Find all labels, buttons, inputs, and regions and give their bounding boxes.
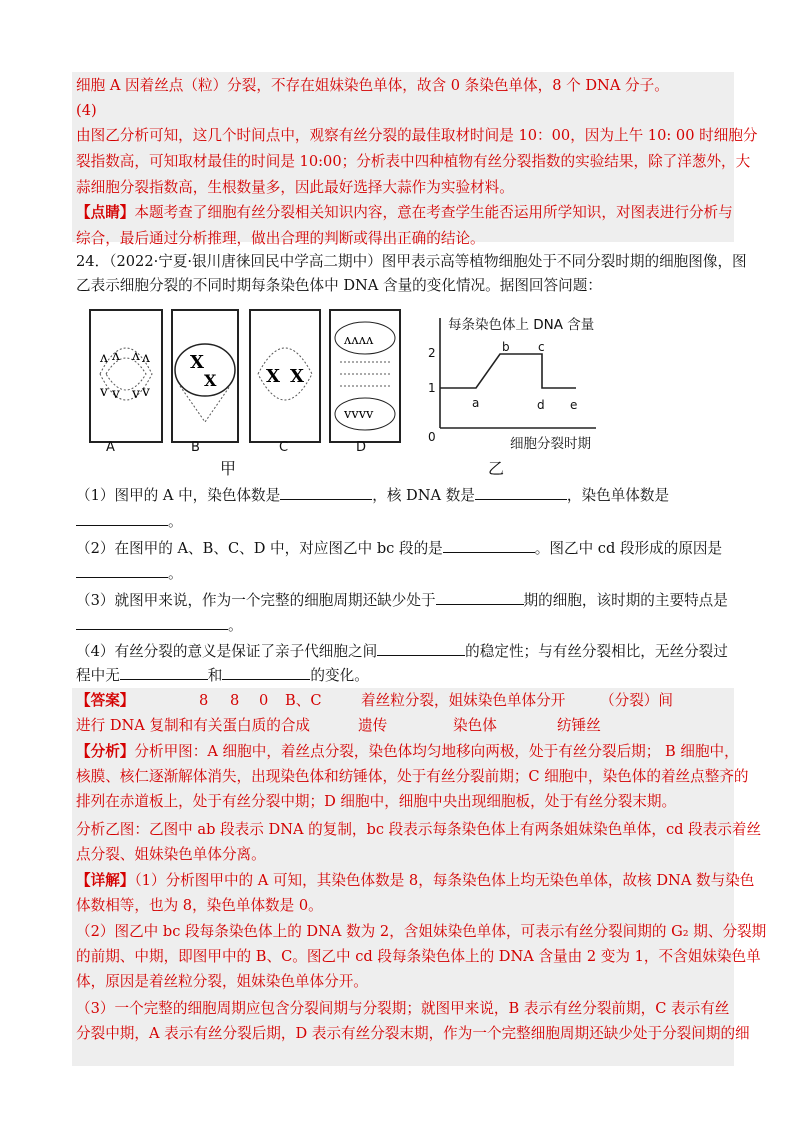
- q4-line-1: [76, 641, 728, 662]
- answer-10: 纺锤丝: [557, 717, 601, 734]
- graph-ytick-1: 1: [428, 381, 436, 395]
- cell-label-d: D: [356, 440, 367, 455]
- q2-end: 。: [168, 565, 183, 582]
- answer-7: 进行 DNA 复制和有关蛋白质的合成: [76, 717, 311, 734]
- q3-end: 。: [228, 617, 243, 634]
- q4-line-2: [76, 665, 369, 686]
- cell-label-b: B: [191, 440, 200, 455]
- svg-text:v: v: [112, 386, 120, 402]
- detail-line-1: [76, 871, 754, 891]
- graph-point-d: d: [537, 398, 545, 412]
- svg-text:X: X: [204, 371, 217, 390]
- cell-label-c: C: [279, 440, 289, 455]
- q2-line-2: [76, 563, 183, 584]
- detail-line-7: 分裂中期，A 表示有丝分裂后期，D 表示有丝分裂末期，作为一个完整细胞周期还缺少处于分裂间期的细: [76, 1025, 750, 1042]
- detail-line-2: 体数相等，也为 8，染色单体数是 0。: [76, 897, 323, 914]
- answer-8: 遗传: [358, 717, 388, 734]
- figure-jia-caption: 甲: [220, 459, 237, 478]
- q1-line-2: [76, 511, 183, 532]
- q4-text-c: 程中无: [76, 667, 120, 684]
- svg-text:ʌʌʌʌ: ʌʌʌʌ: [344, 333, 374, 348]
- q2-blank-2[interactable]: [76, 563, 168, 578]
- answer-9: 染色体: [453, 717, 497, 734]
- figure-yi-caption: 乙: [488, 459, 505, 478]
- cell-b-diagram: [172, 310, 238, 442]
- part-4-label: (4): [76, 102, 97, 119]
- cell-d-diagram: [330, 310, 400, 442]
- q4-text-b: 的稳定性；与有丝分裂相比，无丝分裂过: [465, 643, 728, 660]
- svg-text:X: X: [190, 352, 204, 373]
- q2-blank-1[interactable]: [443, 538, 535, 553]
- q2-text-a: （2）在图甲的 A、B、C、D 中，对应图乙中 bc 段的是: [76, 540, 443, 557]
- question-stem-1: 24．（2022·宁夏·银川唐徕回民中学高二期中）图甲表示高等植物细胞处于不同分裂时期的细胞图像，图: [76, 253, 747, 270]
- q2-text-b: 。图乙中 cd 段形成的原因是: [534, 540, 723, 557]
- detail-line-5: 体，原因是着丝粒分裂，姐妹染色单体分开。: [76, 973, 368, 990]
- q3-blank-1[interactable]: [436, 590, 524, 605]
- svg-text:v: v: [142, 384, 150, 400]
- comment-text-1: 本题考查了细胞有丝分裂相关知识内容，意在考查学生能否运用所学知识，对图表进行分析与: [134, 204, 733, 221]
- answer-1: 8: [199, 692, 209, 709]
- q1-line-1: [76, 485, 669, 506]
- cell-c-diagram: [250, 310, 320, 442]
- top-line-1: 细胞 A 因着丝点（粒）分裂，不存在姐妹染色单体，故含 0 条染色单体，8 个 DNA 分子。: [76, 77, 669, 94]
- q1-blank-3[interactable]: [76, 511, 168, 526]
- comment-label: 【点睛】: [76, 204, 135, 221]
- graph-point-e: e: [570, 398, 578, 412]
- q1-text-a: （1）图甲的 A 中，染色体数是: [76, 487, 281, 504]
- answer-4: B、C: [285, 692, 322, 709]
- answer-6: （分裂）间: [600, 692, 673, 709]
- answer-5: 着丝粒分裂，姐妹染色单体分开: [361, 692, 566, 709]
- analysis-line-1: [76, 742, 739, 762]
- analysis-line-2: 核膜、核仁逐渐解体消失，出现染色体和纺锤体，处于有丝分裂前期；C 细胞中，染色体的着丝点整齐的: [76, 768, 749, 785]
- q4-text-a: （4）有丝分裂的意义是保证了亲子代细胞之间: [76, 643, 378, 660]
- detail-text-1: （1）分析图甲中的 A 可知，其染色体数是 8，每条染色体上均无染色单体，故核 DNA 数与染色: [134, 872, 755, 889]
- svg-text:ʌ: ʌ: [100, 350, 108, 366]
- graph-xlabel: 细胞分裂时期: [510, 436, 591, 452]
- q1-text-c: ，染色单体数是: [566, 487, 670, 504]
- svg-text:ʌ: ʌ: [112, 348, 120, 364]
- detail-label: 【详解】: [76, 872, 135, 889]
- q1-blank-1[interactable]: [280, 485, 372, 500]
- q4-text-e: 的变化。: [310, 667, 369, 684]
- q1-blank-2[interactable]: [475, 485, 567, 500]
- cell-label-a: A: [106, 440, 115, 455]
- top-line-3: 裂指数高，可知取材最佳的时间是 10:00；分析表中四种植物有丝分裂指数的实验结果，除了洋葱外，大: [76, 153, 751, 170]
- top-line-4: 蒜细胞分裂指数高，生根数量多，因此最好选择大蒜作为实验材料。: [76, 179, 514, 196]
- detail-line-6: （3）一个完整的细胞周期应包含分裂间期与分裂期；就图甲来说，B 表示有丝分裂前期，C 表示有丝: [76, 1000, 730, 1017]
- svg-text:ʌ: ʌ: [142, 350, 150, 366]
- q4-blank-2[interactable]: [120, 665, 208, 680]
- figure-jia-cells: [76, 302, 406, 482]
- analysis-line-4: 分析乙图：乙图中 ab 段表示 DNA 的复制，bc 段表示每条染色体上有两条姐妹染色单体，cd 段表示着丝: [76, 821, 762, 838]
- cell-a-diagram: [90, 310, 162, 442]
- answer-3: 0: [259, 692, 269, 709]
- graph-point-a: a: [472, 396, 480, 410]
- graph-origin: 0: [428, 430, 436, 444]
- q3-line-1: [76, 590, 728, 611]
- q4-blank-1[interactable]: [377, 641, 465, 656]
- analysis-line-3: 排列在赤道板上，处于有丝分裂中期；D 细胞中，细胞中央出现细胞板，处于有丝分裂末期。: [76, 793, 677, 810]
- q3-line-2: [76, 615, 243, 636]
- q3-text-a: （3）就图甲来说，作为一个完整的细胞周期还缺少处于: [76, 592, 436, 609]
- answer-2: 8: [230, 692, 240, 709]
- question-stem-2: 乙表示细胞分裂的不同时期每条染色体中 DNA 含量的变化情况。据图回答问题：: [76, 277, 602, 294]
- graph-ylabel: 每条染色体上 DNA 含量: [448, 317, 595, 333]
- answer-label: 【答案】: [76, 692, 135, 709]
- svg-text:X: X: [290, 366, 304, 387]
- q4-blank-3[interactable]: [222, 665, 310, 680]
- q4-text-d: 和: [207, 667, 223, 684]
- analysis-text-1: 分析甲图：A 细胞中，着丝点分裂，染色体均匀地移向两极，处于有丝分裂后期； B 细胞中，: [134, 743, 739, 760]
- svg-text:v: v: [132, 386, 140, 402]
- q1-end: 。: [168, 513, 183, 530]
- top-line-2: 由图乙分析可知，这几个时间点中，观察有丝分裂的最佳取材时间是 10：00，因为上午 10: 00 时细胞分: [76, 127, 758, 144]
- detail-line-4: 的前期、中期，即图甲中的 B、C。图乙中 cd 段每条染色体上的 DNA 含量由 2 变为 1，不含姐妹染色单: [76, 948, 761, 965]
- graph-point-c: c: [538, 340, 545, 354]
- svg-text:v: v: [100, 384, 108, 400]
- graph-point-b: b: [502, 340, 510, 354]
- comment-line-1: [76, 203, 733, 223]
- analysis-line-5: 点分裂、姐妹染色单体分离。: [76, 846, 266, 863]
- q3-text-b: 期的细胞，该时期的主要特点是: [523, 592, 728, 609]
- svg-text:ʌ: ʌ: [132, 348, 140, 364]
- comment-line-2: 综合，最后通过分析推理，做出合理的判断或得出正确的结论。: [76, 230, 485, 247]
- svg-text:vvvv: vvvv: [344, 407, 374, 422]
- analysis-label: 【分析】: [76, 743, 135, 760]
- dna-content-line: [440, 354, 576, 388]
- q1-text-b: ，核 DNA 数是: [372, 487, 475, 504]
- graph-ytick-2: 2: [428, 346, 436, 360]
- q3-blank-2[interactable]: [76, 615, 228, 630]
- svg-text:X: X: [266, 366, 280, 387]
- q2-line-1: [76, 538, 722, 559]
- detail-line-3: （2）图乙中 bc 段每条染色体上的 DNA 数为 2，含姐妹染色单体，可表示有丝分裂间期的 G₂ 期、分裂期: [76, 923, 767, 940]
